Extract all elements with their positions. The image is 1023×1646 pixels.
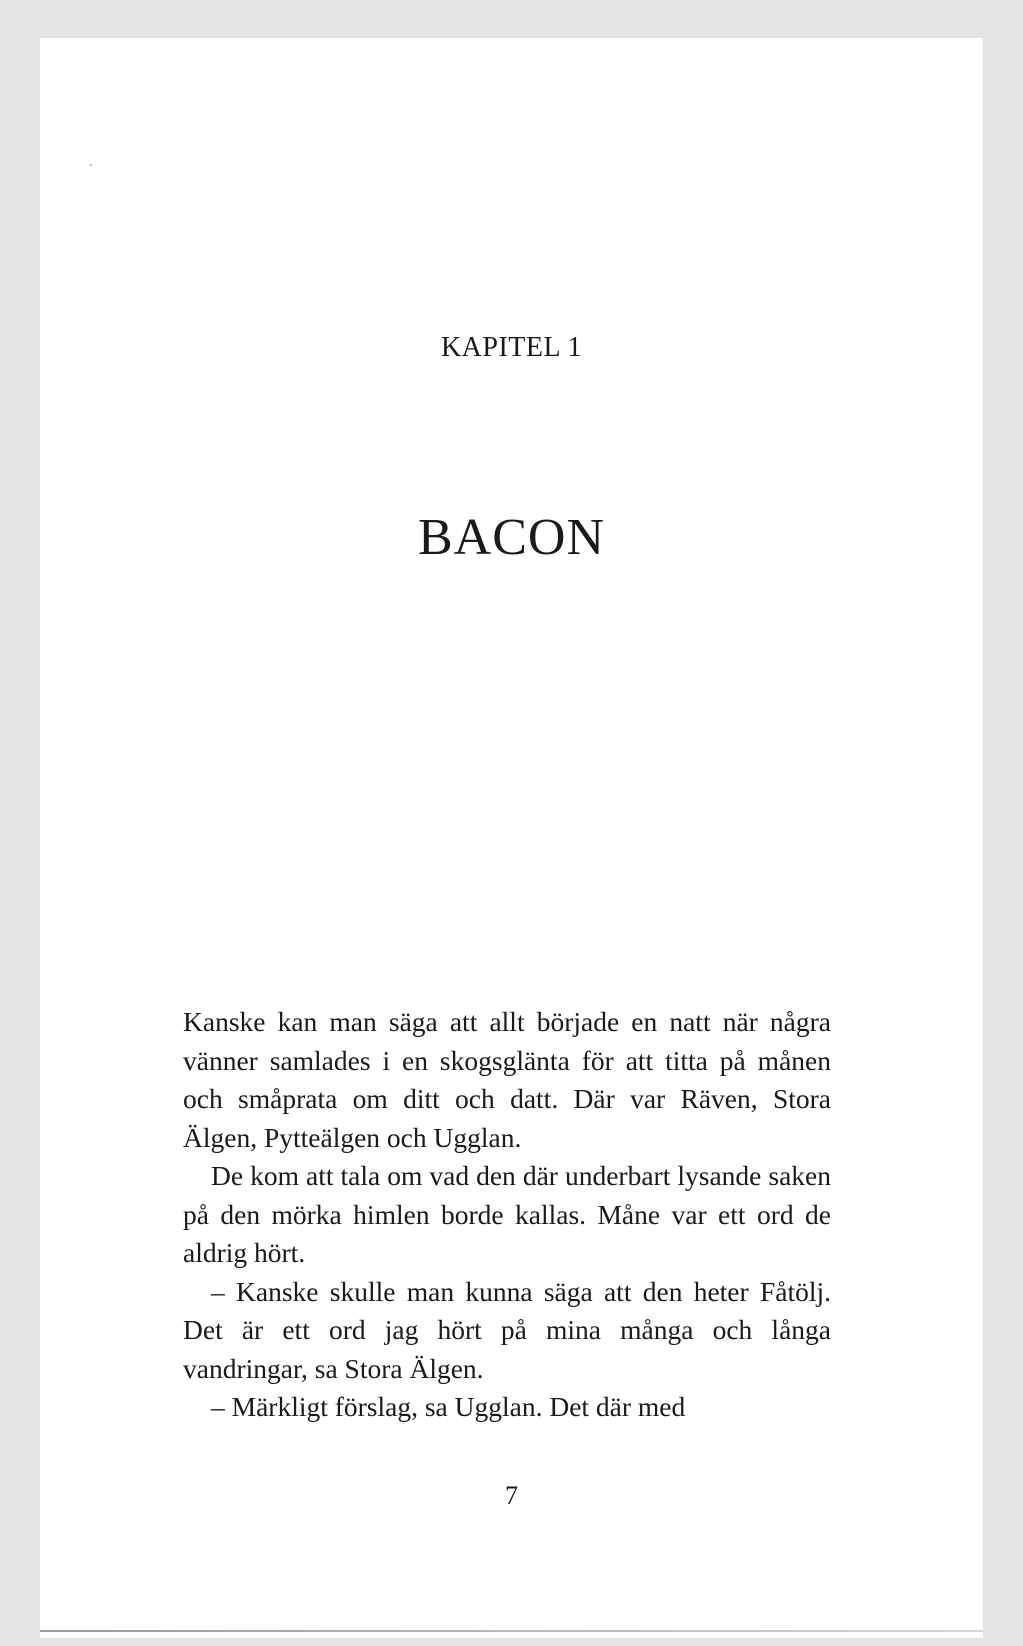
page-number: 7 xyxy=(505,1481,518,1510)
book-page xyxy=(40,38,983,1638)
paragraph-1: Kanske kan man säga att allt började en natt när några vänner samlades i en skogsglänta för att titta på månen och småprata om ditt och datt. Där var Räven, Stora Älgen, Pytteälgen och Ugglan. xyxy=(183,1006,831,1153)
paper-speck xyxy=(90,164,92,166)
bottom-rule xyxy=(40,1630,983,1632)
body-text xyxy=(183,1003,831,1427)
paragraph-4: – Märkligt förslag, sa Ugglan. Det där med xyxy=(211,1391,686,1422)
paragraph-2: De kom att tala om vad den där underbart lysande saken på den mörka himlen borde kallas. Måne var ett ord de aldrig hört. xyxy=(183,1160,831,1268)
chapter-title: BACON xyxy=(417,509,606,566)
paragraph-3: – Kanske skulle man kunna säga att den heter Fåtölj. Det är ett ord jag hört på mina många och långa vandringar, sa Stora Älgen. xyxy=(183,1275,831,1384)
chapter-label: KAPITEL 1 xyxy=(440,332,583,363)
